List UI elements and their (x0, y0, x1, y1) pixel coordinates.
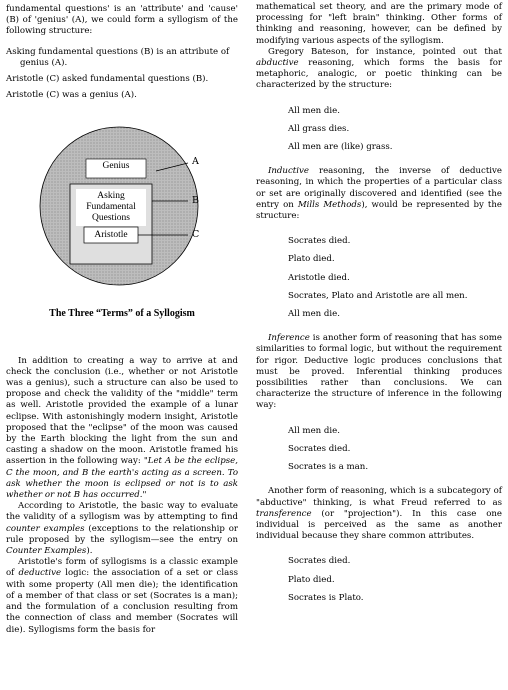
inference-text: is another form of reasoning that has some similarities to formal logic, but without the requirement for rigor. Deductive logic produces conclusions that must be proved. Inferential thinking produces possibilities rather than conclusions. We can characterize the structure of inference in the following way: (256, 333, 502, 411)
transference-text-b: (or "projection"). In this case one individual is perceived as the same as another individual because they share common attributes. (256, 508, 503, 542)
deductive-text-b: logic: the association of a set or class with some property (All men die); the identification of a member of that class or set (Socrates is a man); and the formulation of a conclusion resulting from the connection of class and member (Socrates will die). Syllogisms form the basis for (6, 568, 239, 635)
inductive-item: Socrates, Plato and Aristotle are all men. (288, 290, 468, 301)
left-column (6, 0, 238, 636)
validity-text-b: (exceptions to the relationship or rule proposed by the syllogism—see the entry on (6, 523, 239, 545)
abductive-item: All grass dies. (288, 123, 350, 134)
validity-paragraph (6, 501, 238, 557)
mills-methods-entry: Mills Methods (297, 199, 362, 210)
inductive-list (288, 236, 502, 320)
inductive-item: Plato died. (288, 254, 335, 265)
abductive-term: abductive (256, 58, 299, 69)
pointer-label-a: A (192, 156, 199, 168)
bateson-paragraph (256, 47, 502, 92)
inductive-text-a: reasoning, the inverse of deductive reasoning, in which the properties of a particular class or set are originally discovered and identified (see the entry on (256, 166, 502, 210)
bateson-text-b: reasoning, which forms the basis for metaphoric, analogic, or poetic thinking can be characterized by the structure: (256, 58, 503, 91)
syllogism-premise-major: Asking fundamental questions (B) is an attribute of genius (A). (6, 46, 230, 68)
abductive-list (288, 106, 502, 154)
questions-label: Asking Fundamental Questions (86, 191, 136, 224)
counter-examples-entry: Counter Examples (6, 546, 87, 557)
validity-text-c: ). (86, 546, 93, 557)
syllogism-premise-minor: Aristotle (C) asked fundamental questions (B). (6, 74, 209, 85)
counter-examples-term: counter examples (6, 523, 85, 534)
eclipse-paragraph (6, 356, 238, 502)
eclipse-text: In addition to creating a way to arrive at and check the conclusion (i.e., whether or not Aristotle was a genius), such a structure can also be used to propose and check the validity of the "middle" term as well. Aristotle provided the example of a lunar eclipse. With astonishingly modern insight, Aristotle proposed that the "eclipse" of the moon was caused by the Earth blocking the light from the sun and casting a shadow on the moon. Aristotle framed his assertion in the following way: (6, 355, 238, 467)
inference-item: Socrates died. (288, 443, 351, 454)
inductive-item: All men die. (288, 309, 341, 320)
right-column (256, 0, 502, 617)
pointer-label-b: B (192, 195, 199, 207)
abductive-item: All men are (like) grass. (288, 142, 393, 153)
inference-item: Socrates is a man. (288, 462, 369, 473)
syllogism-conclusion: Aristotle (C) was a genius (A). (6, 90, 137, 101)
transference-term: transference (256, 508, 312, 519)
inference-item: All men die. (288, 425, 341, 436)
pointer-label-c: C (192, 229, 200, 241)
inductive-item: Socrates died. (288, 236, 351, 247)
aristotle-label: Aristotle (94, 230, 128, 241)
validity-text-a: According to Aristotle, the basic way to evaluate the validity of a syllogism was by attempting to find (6, 501, 238, 523)
transference-item: Socrates died. (288, 556, 351, 567)
deductive-paragraph (6, 557, 238, 635)
abductive-item: All men die. (288, 105, 341, 116)
set-theory-paragraph: mathematical set theory, and are the primary mode of processing for "left brain" thinking. Other forms of thinking and reasoning, however, can be defined by modifying various aspects of the syllogism. (256, 2, 502, 46)
inference-list (288, 426, 502, 474)
transference-list (288, 556, 502, 604)
deductive-text-a: Aristotle's form of syllogisms is a classic example of (6, 557, 238, 579)
inductive-text-b: ), would be represented by the structure: (256, 199, 502, 222)
transference-paragraph (256, 486, 502, 542)
inductive-paragraph (256, 166, 502, 222)
syllogism-list (6, 47, 238, 102)
figure-caption: The Three “Terms” of a Syllogism (49, 308, 195, 320)
transference-item: Socrates is Plato. (288, 592, 364, 603)
intro-paragraph: fundamental questions' is an 'attribute' and 'cause' (B) of 'genius' (A), we could form a syllogism of the following structure: (6, 4, 238, 37)
transference-text-a: Another form of reasoning, which is a subcategory of "abductive" thinking, is what Freud referred to as (256, 486, 502, 508)
transference-item: Plato died. (288, 574, 335, 585)
deductive-term: deductive (18, 568, 62, 579)
syllogism-diagram (6, 151, 238, 311)
inference-term: Inference (268, 333, 310, 344)
bateson-text-a: Gregory Bateson, for instance, pointed out that (268, 46, 502, 57)
inference-paragraph (256, 333, 502, 411)
inductive-term: Inductive (268, 166, 309, 177)
eclipse-quote: "Let A be the eclipse, C the moon, and B the earth's acting as a screen. To ask whether the moon is eclipsed or not is to ask whether or not B has occurred." (6, 456, 238, 501)
inductive-item: Aristotle died. (288, 272, 350, 283)
genius-label: Genius (102, 161, 130, 172)
